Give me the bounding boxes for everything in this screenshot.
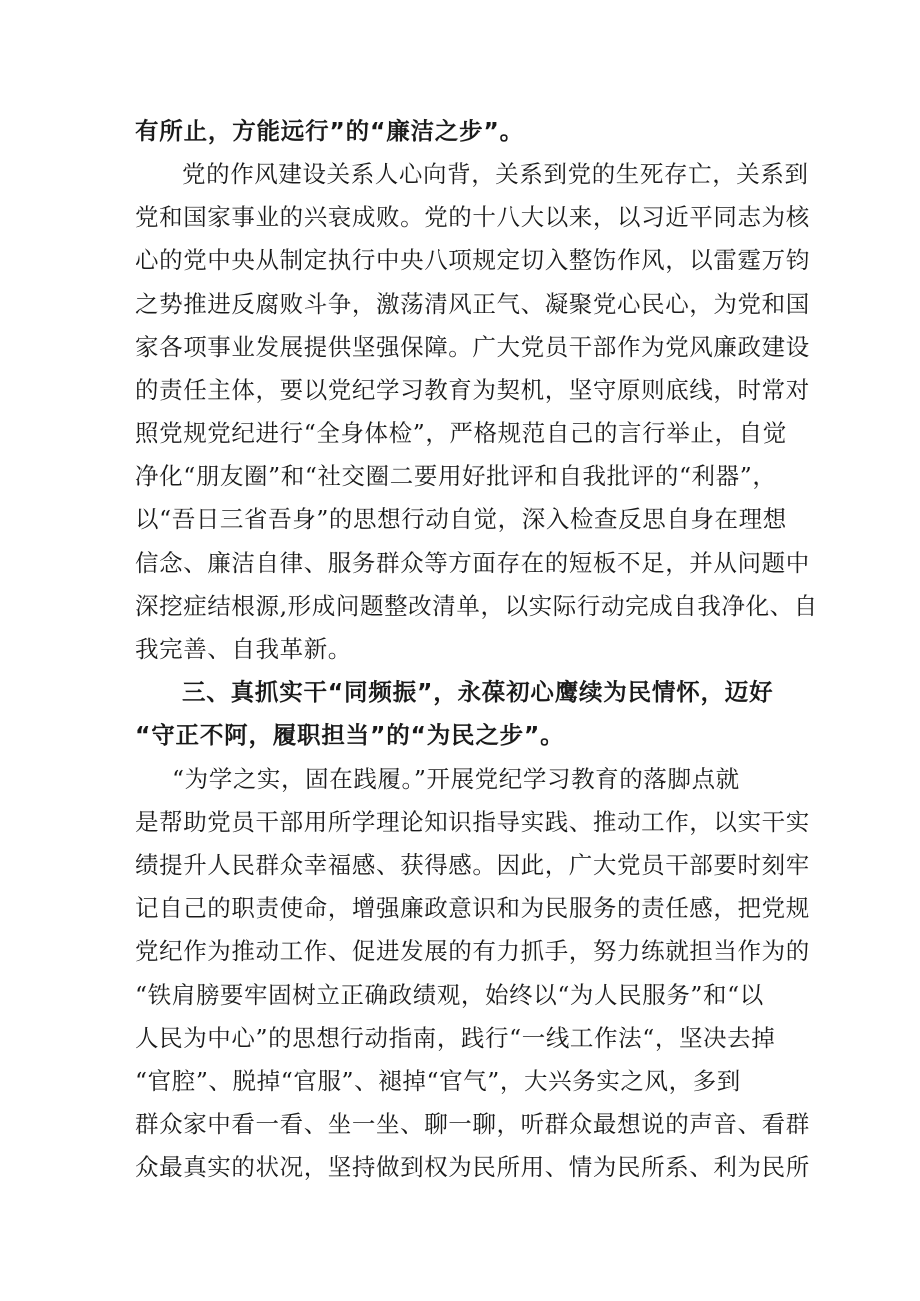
section-heading-line-2: “守正不阿，履职担当”的“为民之步”。 [135,721,565,749]
text-line-5: 之势推进反腐败斗争，激荡清风正气、凝聚党心民心，为党和国 [135,290,810,318]
text-line-6: 家各项事业发展提供坚强保障。广大党员干部作为党风廉政建设 [135,333,810,361]
text-line-1: 有所止，方能远行”的“廉洁之步”。 [135,117,524,145]
text-line-7: 的责任主体，要以党纪学习教育为契机，坚守原则底线，时常对 [135,376,810,404]
text-line-17: 记自己的职责使命，增强廉政意识和为民服务的责任感，把党规 [135,894,810,922]
text-line-9: 净化“朋友圈”和“社交圈二要用好批评和自我批评的“利器”， [135,462,777,490]
text-line-23: 众最真实的状况，坚持做到权为民所用、情为民所系、利为民所 [135,1153,810,1181]
text-line-22: 群众家中看一看、坐一坐、聊一聊，听群众最想说的声音、看群 [135,1110,810,1138]
text-line-15: 是帮助党员干部用所学理论知识指导实践、推动工作，以实干实 [135,808,810,836]
text-line-3: 党和国家事业的兴衰成败。党的十八大以来，以习近平同志为核 [135,203,810,231]
text-line-18: 党纪作为推动工作、促进发展的有力抓手，努力练就担当作为的 [135,937,810,965]
text-line-16: 绩提升人民群众幸福感、获得感。因此，广大党员干部要时刻牢 [135,851,810,879]
text-line-11: 信念、廉洁自律、服务群众等方面存在的短板不足，并从问题中 [135,549,810,577]
text-line-10: 以“吾日三省吾身”的思想行动自觉，深入检查反思自身在理想 [135,505,787,533]
section-heading-line-1: 三、真抓实干“同频振”，永葆初心鹰续为民情怀，迈好 [182,678,774,706]
text-line-21: “官腔”、脱掉“官服”、褪掉“官气”，大兴务实之风，多到 [135,1067,741,1095]
text-line-2: 党的作风建设关系人心向背，关系到党的生死存亡，关系到 [182,160,809,188]
text-line-12: 深挖症结根源,形成问题整改清单，以实际行动完成自我净化、自 [135,592,818,620]
text-line-4: 心的党中央从制定执行中央八项规定切入整饬作风，以雷霆万钧 [135,246,810,274]
text-line-19: “铁肩膀要牢固树立正确政绩观，始终以“为人民服务”和“以 [135,981,764,1009]
text-line-13: 我完善、自我革新。 [135,635,352,663]
text-line-14: “为学之实，固在践履。”开展党纪学习教育的落脚点就 [172,765,740,793]
text-line-20: 人民为中心”的思想行动指南，践行“一线工作法“，坚决去掉 [135,1024,776,1052]
text-line-8: 照党规党纪进行“全身体检”，严格规范自己的言行举止，自觉 [135,419,787,447]
